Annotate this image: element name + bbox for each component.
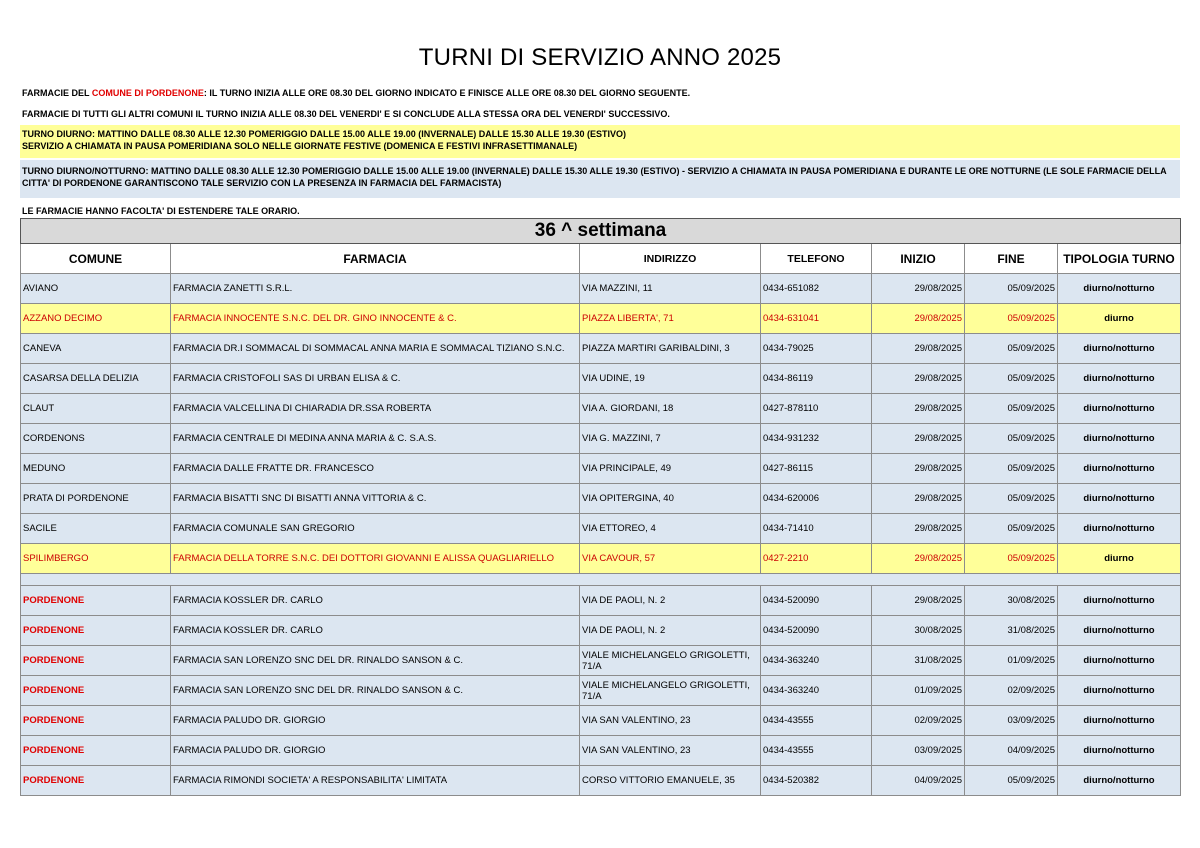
cell-telefono: 0434-520382 <box>761 766 872 796</box>
cell-comune: SACILE <box>21 514 171 544</box>
table-row <box>21 544 1181 574</box>
cell-tipologia: diurno/notturno <box>1058 274 1181 304</box>
cell-indirizzo: VIALE MICHELANGELO GRIGOLETTI, 71/A <box>580 646 761 676</box>
cell-fine: 05/09/2025 <box>965 334 1058 364</box>
cell-farmacia: FARMACIA DR.I SOMMACAL DI SOMMACAL ANNA MARIA E SOMMACAL TIZIANO S.N.C. <box>171 334 580 364</box>
cell-comune: PORDENONE <box>21 736 171 766</box>
separator-cell <box>21 574 1181 586</box>
cell-inizio: 30/08/2025 <box>872 616 965 646</box>
note-pordenone-highlight: COMUNE DI PORDENONE <box>91 88 204 98</box>
cell-farmacia: FARMACIA KOSSLER DR. CARLO <box>171 616 580 646</box>
cell-inizio: 04/09/2025 <box>872 766 965 796</box>
cell-indirizzo: CORSO VITTORIO EMANUELE, 35 <box>580 766 761 796</box>
cell-fine: 01/09/2025 <box>965 646 1058 676</box>
cell-farmacia: FARMACIA DALLE FRATTE DR. FRANCESCO <box>171 454 580 484</box>
cell-telefono: 0434-43555 <box>761 736 872 766</box>
table-row <box>21 586 1181 616</box>
table-row <box>21 364 1181 394</box>
table-row <box>21 304 1181 334</box>
cell-inizio: 29/08/2025 <box>872 544 965 574</box>
table-row <box>21 766 1181 796</box>
cell-fine: 05/09/2025 <box>965 454 1058 484</box>
header-fine: FINE <box>965 244 1058 274</box>
cell-tipologia: diurno/notturno <box>1058 364 1181 394</box>
cell-indirizzo: VIA UDINE, 19 <box>580 364 761 394</box>
cell-comune: PRATA DI PORDENONE <box>21 484 171 514</box>
cell-fine: 05/09/2025 <box>965 544 1058 574</box>
cell-inizio: 29/08/2025 <box>872 454 965 484</box>
cell-fine: 05/09/2025 <box>965 394 1058 424</box>
cell-telefono: 0434-363240 <box>761 646 872 676</box>
cell-farmacia: FARMACIA INNOCENTE S.N.C. DEL DR. GINO INNOCENTE & C. <box>171 304 580 334</box>
cell-comune: PORDENONE <box>21 616 171 646</box>
table-row <box>21 616 1181 646</box>
header-inizio: INIZIO <box>872 244 965 274</box>
cell-inizio: 02/09/2025 <box>872 706 965 736</box>
cell-fine: 30/08/2025 <box>965 586 1058 616</box>
note-other-comuni: FARMACIE DI TUTTI GLI ALTRI COMUNI IL TURNO INIZIA ALLE 08.30 DEL VENERDI' E SI CONCLUDE ALLA STESSA ORA DEL VENERDI' SUCCESSIVO. <box>22 109 670 119</box>
cell-indirizzo: VIA OPITERGINA, 40 <box>580 484 761 514</box>
cell-inizio: 29/08/2025 <box>872 394 965 424</box>
cell-farmacia: FARMACIA PALUDO DR. GIORGIO <box>171 706 580 736</box>
header-farmacia: FARMACIA <box>171 244 580 274</box>
cell-farmacia: FARMACIA ZANETTI S.R.L. <box>171 274 580 304</box>
cell-tipologia: diurno/notturno <box>1058 646 1181 676</box>
note-pordenone-prefix: FARMACIE DEL <box>22 88 92 98</box>
cell-fine: 31/08/2025 <box>965 616 1058 646</box>
cell-comune: PORDENONE <box>21 586 171 616</box>
cell-telefono: 0427-86115 <box>761 454 872 484</box>
page-title: TURNI DI SERVIZIO ANNO 2025 <box>418 44 782 71</box>
cell-comune: AVIANO <box>21 274 171 304</box>
cell-telefono: 0434-86119 <box>761 364 872 394</box>
cell-tipologia: diurno/notturno <box>1058 424 1181 454</box>
cell-comune: SPILIMBERGO <box>21 544 171 574</box>
cell-fine: 02/09/2025 <box>965 676 1058 706</box>
cell-tipologia: diurno/notturno <box>1058 706 1181 736</box>
cell-inizio: 29/08/2025 <box>872 586 965 616</box>
cell-tipologia: diurno/notturno <box>1058 616 1181 646</box>
note-pordenone-suffix: : IL TURNO INIZIA ALLE ORE 08.30 DEL GIORNO INDICATO E FINISCE ALLE ORE 08.30 DEL GIORNO SEGUENTE. <box>203 88 691 98</box>
cell-fine: 05/09/2025 <box>965 424 1058 454</box>
cell-indirizzo: PIAZZA MARTIRI GARIBALDINI, 3 <box>580 334 761 364</box>
cell-comune: CASARSA DELLA DELIZIA <box>21 364 171 394</box>
cell-indirizzo: VIA ETTOREO, 4 <box>580 514 761 544</box>
cell-telefono: 0427-878110 <box>761 394 872 424</box>
cell-fine: 05/09/2025 <box>965 514 1058 544</box>
table-row <box>21 706 1181 736</box>
cell-inizio: 29/08/2025 <box>872 484 965 514</box>
cell-telefono: 0434-520090 <box>761 616 872 646</box>
cell-comune: CLAUT <box>21 394 171 424</box>
cell-fine: 05/09/2025 <box>965 766 1058 796</box>
cell-telefono: 0434-79025 <box>761 334 872 364</box>
cell-farmacia: FARMACIA KOSSLER DR. CARLO <box>171 586 580 616</box>
cell-indirizzo: VIA PRINCIPALE, 49 <box>580 454 761 484</box>
note-turno-diurno <box>20 125 1180 158</box>
cell-tipologia: diurno <box>1058 304 1181 334</box>
separator-row <box>21 574 1181 586</box>
cell-inizio: 31/08/2025 <box>872 646 965 676</box>
cell-indirizzo: PIAZZA LIBERTA', 71 <box>580 304 761 334</box>
cell-inizio: 29/08/2025 <box>872 304 965 334</box>
table-row <box>21 736 1181 766</box>
note-turno-notturno: TURNO DIURNO/NOTTURNO: MATTINO DALLE 08.30 ALLE 12.30 POMERIGGIO DALLE 15.00 ALLE 19.00 (INVERNALE) DALLE 15.30 ALLE 19.30 (ESTIVO) - SERVIZIO A CHIAMATA IN PAUSA POMERIDIANA E DURANTE LE ORE NOTTURNE (LE SOLE FARMACIE DELLA CITTA' DI PORDENONE GARANTISCONO TALE SERVIZIO CON LA PRESENZA IN FARMACIA DEL FARMACISTA) <box>20 160 1180 198</box>
cell-tipologia: diurno/notturno <box>1058 484 1181 514</box>
cell-indirizzo: VIA G. MAZZINI, 7 <box>580 424 761 454</box>
cell-tipologia: diurno/notturno <box>1058 586 1181 616</box>
cell-telefono: 0434-363240 <box>761 676 872 706</box>
cell-tipologia: diurno/notturno <box>1058 334 1181 364</box>
cell-inizio: 29/08/2025 <box>872 514 965 544</box>
cell-fine: 04/09/2025 <box>965 736 1058 766</box>
cell-telefono: 0427-2210 <box>761 544 872 574</box>
cell-fine: 05/09/2025 <box>965 274 1058 304</box>
cell-tipologia: diurno/notturno <box>1058 736 1181 766</box>
column-header-row <box>21 244 1181 274</box>
table-row <box>21 646 1181 676</box>
cell-telefono: 0434-520090 <box>761 586 872 616</box>
cell-farmacia: FARMACIA VALCELLINA DI CHIARADIA DR.SSA ROBERTA <box>171 394 580 424</box>
cell-inizio: 01/09/2025 <box>872 676 965 706</box>
cell-telefono: 0434-931232 <box>761 424 872 454</box>
cell-indirizzo: VIA DE PAOLI, N. 2 <box>580 586 761 616</box>
header-tipologia: TIPOLOGIA TURNO <box>1058 244 1181 274</box>
cell-fine: 05/09/2025 <box>965 484 1058 514</box>
cell-comune: CANEVA <box>21 334 171 364</box>
cell-comune: PORDENONE <box>21 646 171 676</box>
note-turno-diurno-line2: SERVIZIO A CHIAMATA IN PAUSA POMERIDIANA SOLO NELLE GIORNATE FESTIVE (DOMENICA E FESTIVI INFRASETTIMANALE) <box>22 141 578 151</box>
cell-telefono: 0434-651082 <box>761 274 872 304</box>
cell-fine: 03/09/2025 <box>965 706 1058 736</box>
header-comune: COMUNE <box>21 244 171 274</box>
cell-tipologia: diurno/notturno <box>1058 394 1181 424</box>
cell-farmacia: FARMACIA COMUNALE SAN GREGORIO <box>171 514 580 544</box>
cell-telefono: 0434-43555 <box>761 706 872 736</box>
cell-tipologia: diurno/notturno <box>1058 454 1181 484</box>
table-row <box>21 484 1181 514</box>
table-row <box>21 394 1181 424</box>
table-row <box>21 514 1181 544</box>
cell-telefono: 0434-631041 <box>761 304 872 334</box>
cell-tipologia: diurno <box>1058 544 1181 574</box>
cell-indirizzo: VIA A. GIORDANI, 18 <box>580 394 761 424</box>
cell-indirizzo: VIALE MICHELANGELO GRIGOLETTI, 71/A <box>580 676 761 706</box>
table-row <box>21 274 1181 304</box>
cell-farmacia: FARMACIA BISATTI SNC DI BISATTI ANNA VITTORIA & C. <box>171 484 580 514</box>
cell-tipologia: diurno/notturno <box>1058 676 1181 706</box>
note-pordenone-hours <box>20 87 1180 99</box>
note-facolta-orario: LE FARMACIE HANNO FACOLTA' DI ESTENDERE TALE ORARIO. <box>22 206 300 216</box>
note-turno-diurno-line1: TURNO DIURNO: MATTINO DALLE 08.30 ALLE 12.30 POMERIGGIO DALLE 15.00 ALLE 19.00 (INVERNALE) DALLE 15.30 ALLE 19.30 (ESTIVO) <box>22 129 626 139</box>
cell-indirizzo: VIA MAZZINI, 11 <box>580 274 761 304</box>
table-row <box>21 454 1181 484</box>
cell-comune: MEDUNO <box>21 454 171 484</box>
cell-indirizzo: VIA DE PAOLI, N. 2 <box>580 616 761 646</box>
table-row <box>21 424 1181 454</box>
header-indirizzo: INDIRIZZO <box>580 244 761 274</box>
cell-fine: 05/09/2025 <box>965 304 1058 334</box>
cell-comune: PORDENONE <box>21 766 171 796</box>
cell-fine: 05/09/2025 <box>965 364 1058 394</box>
cell-inizio: 29/08/2025 <box>872 364 965 394</box>
cell-farmacia: FARMACIA CRISTOFOLI SAS DI URBAN ELISA & C. <box>171 364 580 394</box>
cell-tipologia: diurno/notturno <box>1058 514 1181 544</box>
table-row <box>21 676 1181 706</box>
cell-farmacia: FARMACIA SAN LORENZO SNC DEL DR. RINALDO SANSON & C. <box>171 676 580 706</box>
cell-inizio: 29/08/2025 <box>872 334 965 364</box>
cell-farmacia: FARMACIA SAN LORENZO SNC DEL DR. RINALDO SANSON & C. <box>171 646 580 676</box>
week-header-row <box>21 219 1181 244</box>
cell-farmacia: FARMACIA CENTRALE DI MEDINA ANNA MARIA & C. S.A.S. <box>171 424 580 454</box>
cell-farmacia: FARMACIA DELLA TORRE S.N.C. DEI DOTTORI GIOVANNI E ALISSA QUAGLIARIELLO <box>171 544 580 574</box>
cell-comune: AZZANO DECIMO <box>21 304 171 334</box>
cell-telefono: 0434-620006 <box>761 484 872 514</box>
cell-inizio: 29/08/2025 <box>872 274 965 304</box>
cell-farmacia: FARMACIA RIMONDI SOCIETA' A RESPONSABILITA' LIMITATA <box>171 766 580 796</box>
table-row <box>21 334 1181 364</box>
turni-table-body <box>21 274 1181 796</box>
cell-comune: PORDENONE <box>21 676 171 706</box>
cell-indirizzo: VIA CAVOUR, 57 <box>580 544 761 574</box>
cell-telefono: 0434-71410 <box>761 514 872 544</box>
cell-indirizzo: VIA SAN VALENTINO, 23 <box>580 736 761 766</box>
week-label: 36 ^ settimana <box>21 219 1181 244</box>
cell-inizio: 03/09/2025 <box>872 736 965 766</box>
cell-tipologia: diurno/notturno <box>1058 766 1181 796</box>
turni-table <box>20 218 1181 796</box>
cell-comune: PORDENONE <box>21 706 171 736</box>
header-telefono: TELEFONO <box>761 244 872 274</box>
cell-inizio: 29/08/2025 <box>872 424 965 454</box>
cell-indirizzo: VIA SAN VALENTINO, 23 <box>580 706 761 736</box>
cell-farmacia: FARMACIA PALUDO DR. GIORGIO <box>171 736 580 766</box>
cell-comune: CORDENONS <box>21 424 171 454</box>
